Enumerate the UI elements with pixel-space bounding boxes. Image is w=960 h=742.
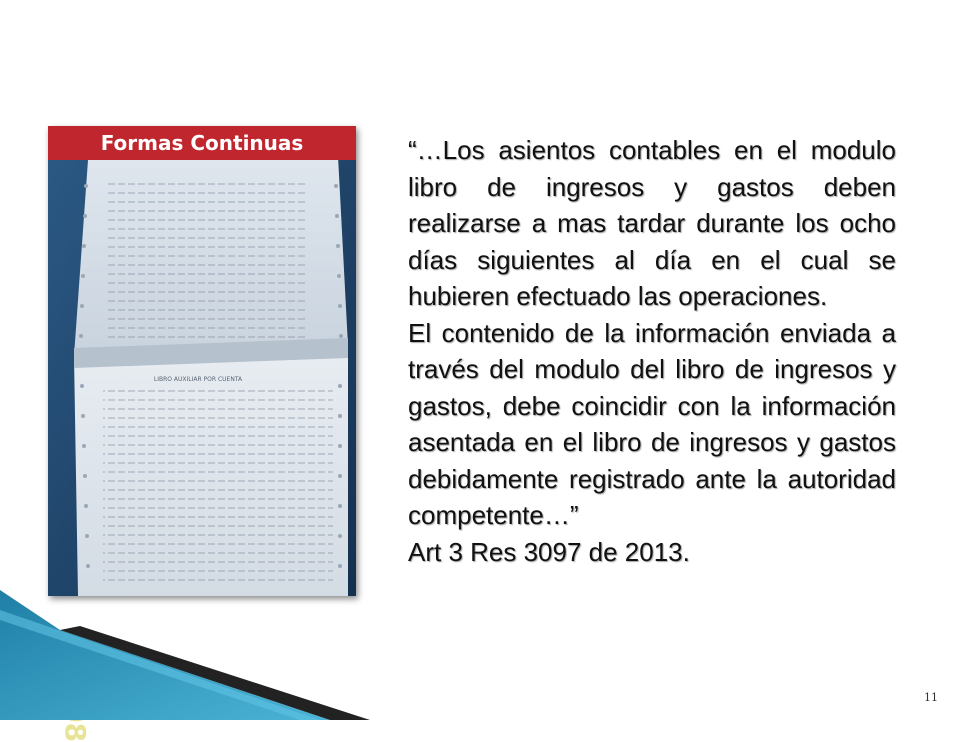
quote-paragraph-1: “…Los asientos contables en el modulo libro de ingresos y gastos deben realizarse a mas tardar durante los ocho días siguientes al día en el cual se hubieren efectuado las operaciones. bbox=[408, 135, 896, 311]
ledger-paper-image bbox=[48, 126, 356, 596]
photo-banner: Formas Continuas bbox=[48, 126, 356, 160]
quote-block bbox=[408, 132, 896, 570]
page-number: 11 bbox=[924, 691, 938, 704]
decorative-swoosh bbox=[0, 590, 420, 720]
quote-paragraph-2: El contenido de la información enviada a través del modulo del libro de ingresos y gastos, debe coincidir con la información asentada en el libro de ingresos y gastos debidamente registrado ante la autoridad competente…” bbox=[408, 317, 896, 530]
ledger-photo bbox=[48, 126, 356, 596]
sheet-heading-text: LIBRO AUXILIAR POR CUENTA bbox=[153, 376, 243, 383]
quote-citation: Art 3 Res 3097 de 2013. bbox=[408, 536, 690, 567]
